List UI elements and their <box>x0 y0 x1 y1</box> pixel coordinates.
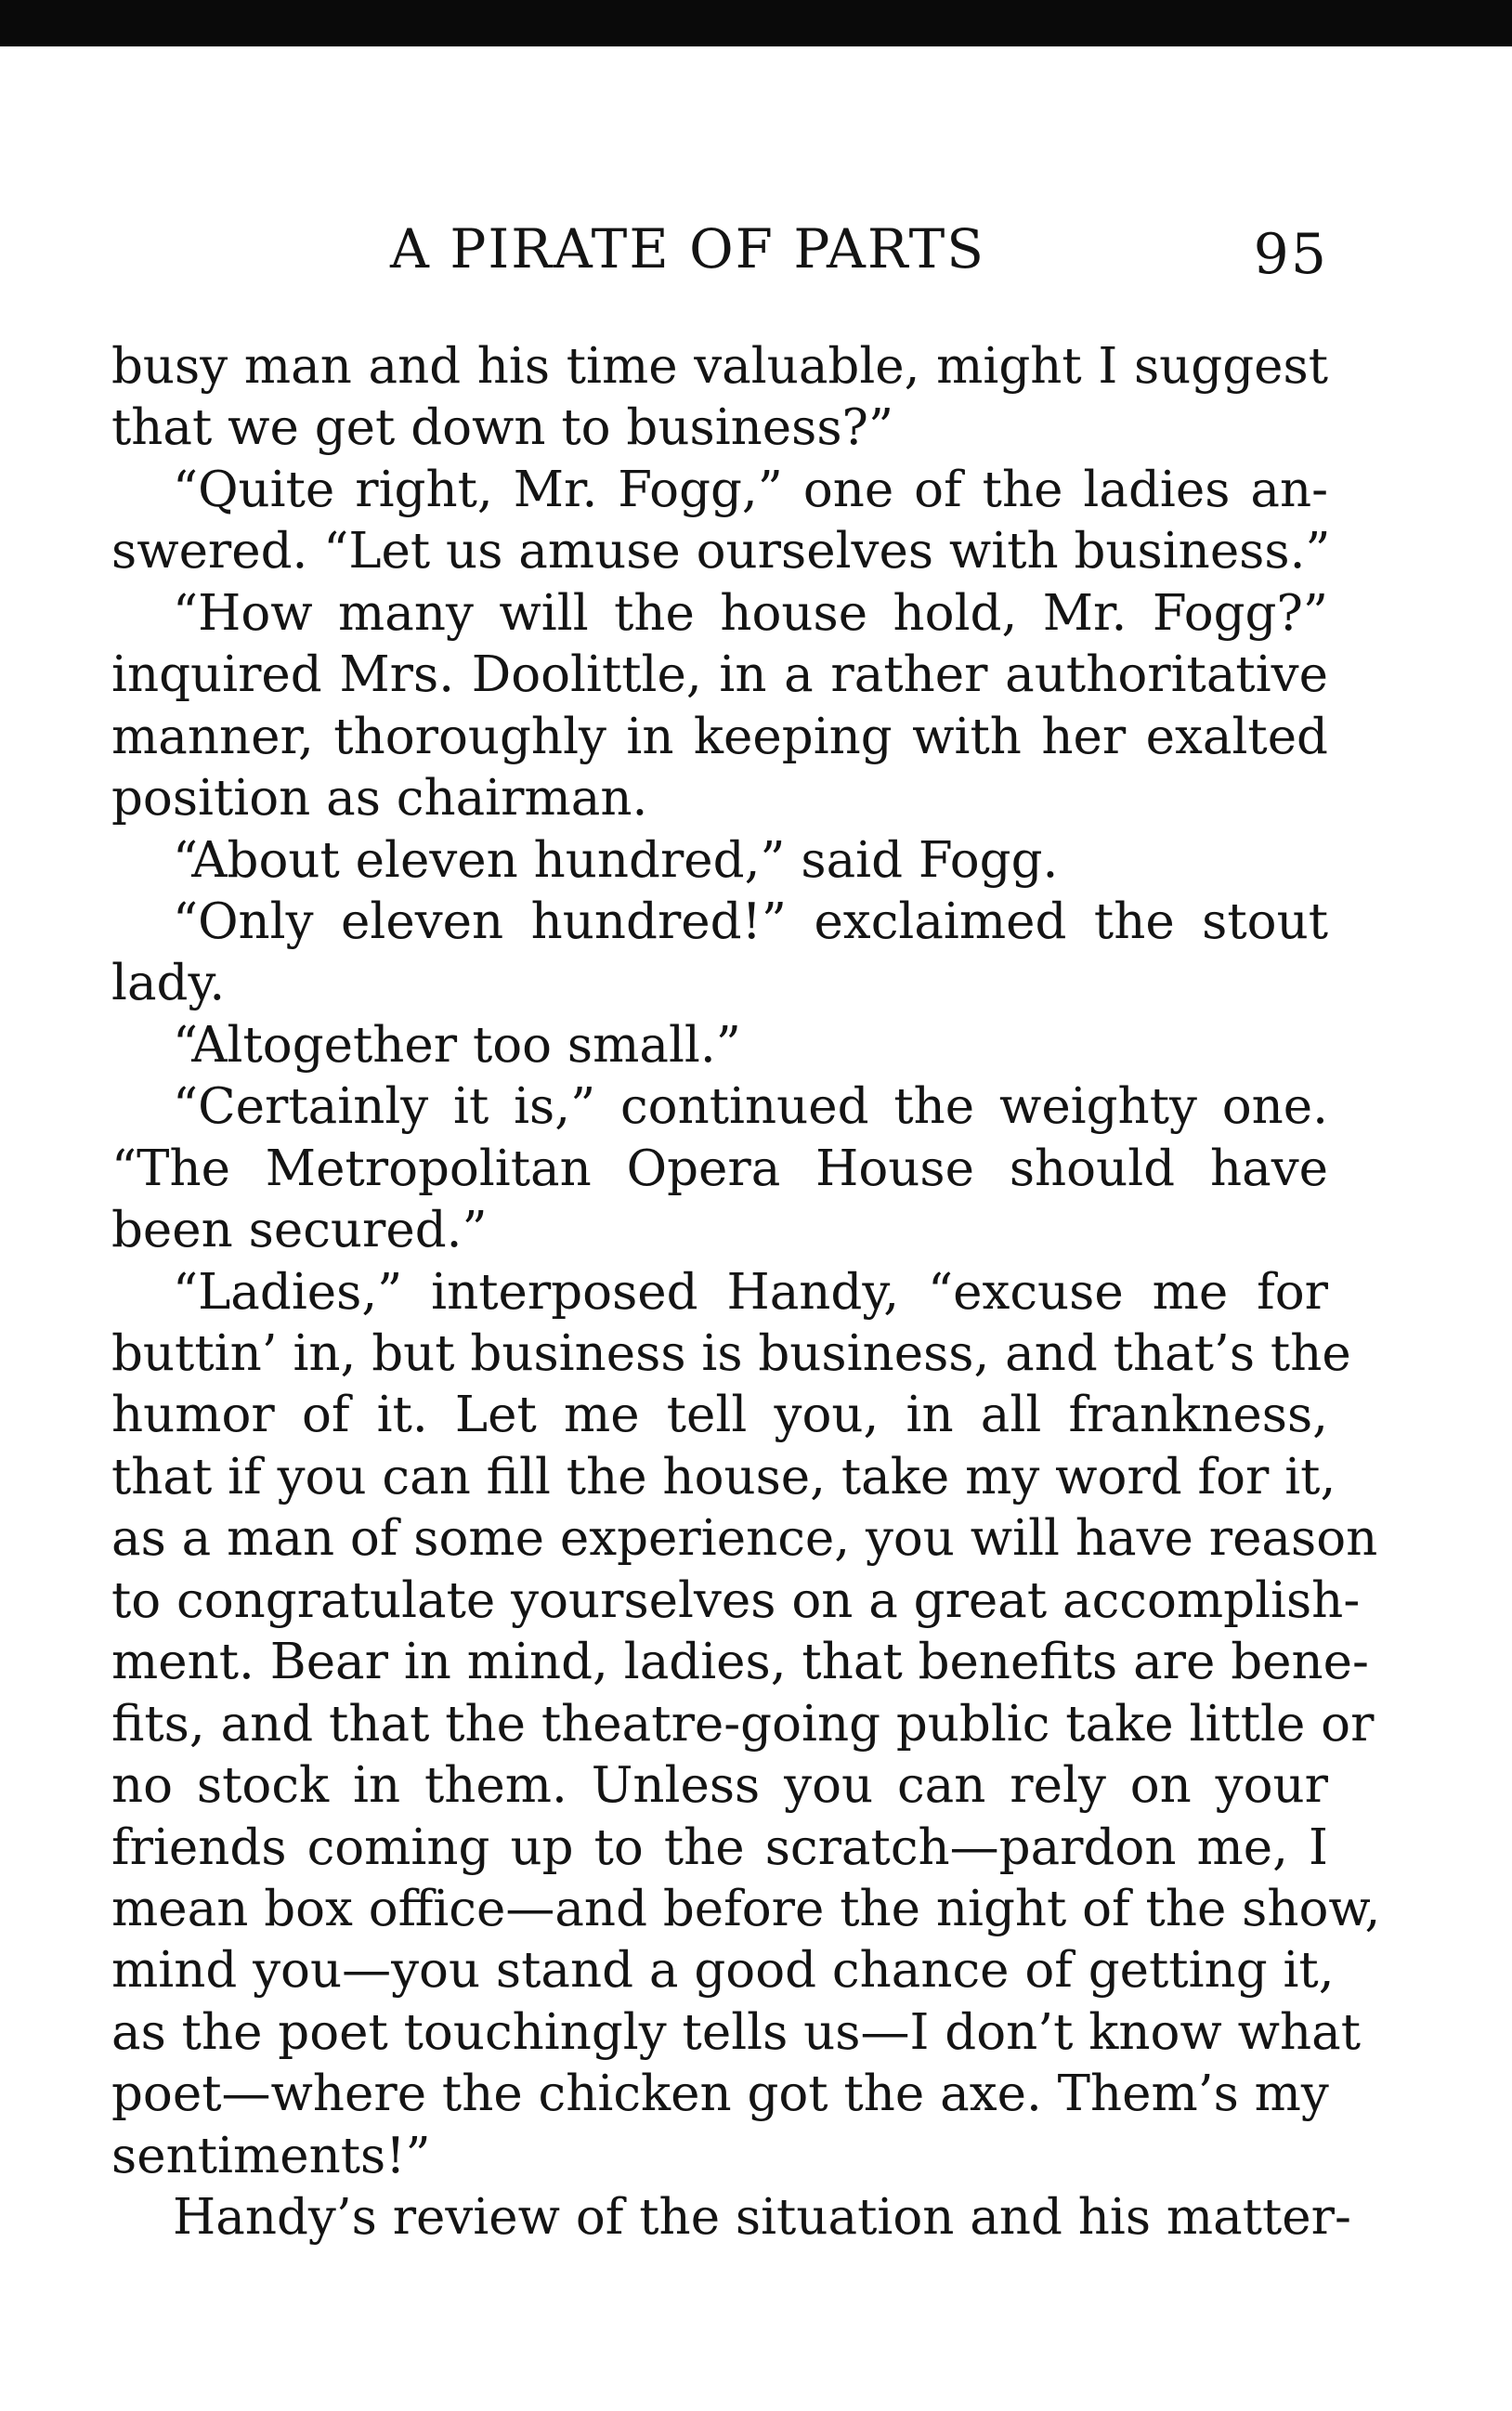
text-line: “Certainly it is,” continued the weighty one. <box>173 1078 1328 1136</box>
text-line: Handy’s review of the situation and his matter- <box>173 2189 1351 2247</box>
text-line: “About eleven hundred,” said Fogg. <box>173 831 1059 889</box>
body-text <box>111 336 1381 2249</box>
text-line: “Ladies,” interposed Handy, “excuse me for <box>173 1263 1328 1321</box>
text-line: lady. <box>111 955 226 1012</box>
text-line: sentiments!” <box>111 2127 431 2184</box>
text-line: “Quite right, Mr. Fogg,” one of the ladies an- <box>173 461 1328 518</box>
text-line: that we get down to business?” <box>111 399 894 457</box>
text-line: mean box office—and before the night of the show, <box>111 1880 1381 1937</box>
text-line: swered. “Let us amuse ourselves with business.” <box>111 523 1331 580</box>
text-line: mind you—you stand a good chance of getting it, <box>111 1942 1335 2000</box>
text-line: manner, thoroughly in keeping with her exalted <box>111 708 1328 765</box>
text-line: position as chairman. <box>111 770 648 828</box>
text-line: that if you can fill the house, take my word for it, <box>111 1448 1336 1505</box>
top-edge-bar <box>0 0 1512 46</box>
text-line: “How many will the house hold, Mr. Fogg?” <box>173 584 1328 642</box>
text-line: as the poet touchingly tells us—I don’t know what <box>111 2003 1362 2061</box>
running-title: A PIRATE OF PARTS <box>390 217 985 280</box>
text-line: “Only eleven hundred!” exclaimed the stout <box>173 893 1328 950</box>
text-line: been secured.” <box>111 1202 488 1259</box>
text-line: ment. Bear in mind, ladies, that benefits are bene- <box>111 1634 1369 1691</box>
text-line: humor of it. Let me tell you, in all frankness, <box>111 1387 1328 1444</box>
text-line: fits, and that the theatre-going public take little or <box>111 1695 1375 1753</box>
text-line: inquired Mrs. Doolittle, in a rather authoritative <box>111 646 1328 704</box>
text-line: friends coming up to the scratch—pardon me, I <box>111 1818 1328 1876</box>
text-line: busy man and his time valuable, might I suggest <box>111 338 1328 395</box>
text-line: no stock in them. Unless you can rely on your <box>111 1757 1328 1815</box>
page-number: 95 <box>1253 222 1328 287</box>
text-line: “Altogether too small.” <box>173 1016 741 1074</box>
text-line: poet—where the chicken got the axe. Them’s my <box>111 2066 1329 2123</box>
text-line: to congratulate yourselves on a great accomplish- <box>111 1571 1361 1629</box>
text-line: “The Metropolitan Opera House should have <box>111 1140 1328 1197</box>
text-line: as a man of some experience, you will have reason <box>111 1510 1378 1568</box>
text-line: buttin’ in, but business is business, and that’s the <box>111 1325 1351 1382</box>
running-head <box>111 212 1328 286</box>
